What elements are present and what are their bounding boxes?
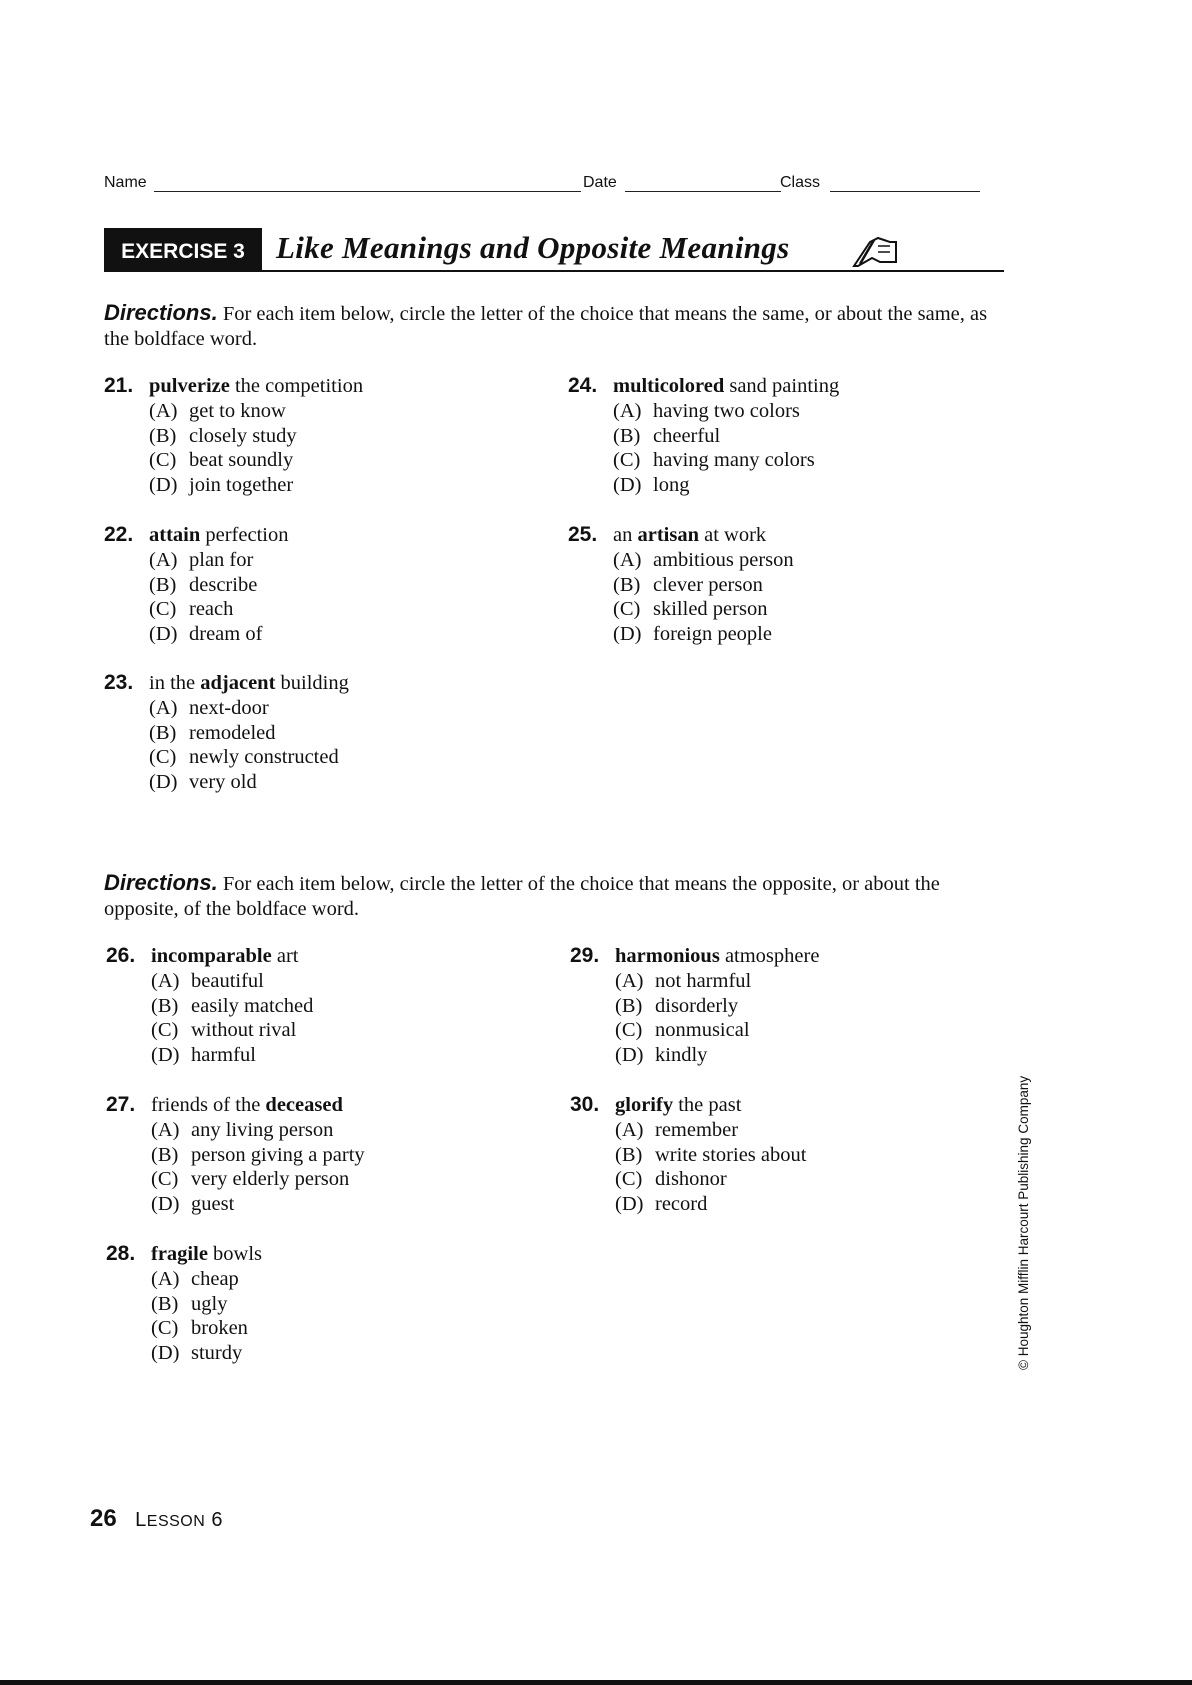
answer-choice[interactable]	[615, 969, 1030, 994]
boldface-word: attain	[149, 524, 201, 546]
choice-text: guest	[191, 1192, 235, 1215]
pencil-hand-icon	[850, 232, 900, 268]
choice-letter: (D)	[151, 1341, 180, 1364]
answer-choice[interactable]	[149, 622, 564, 647]
lesson-rest: ESSON	[146, 1513, 206, 1530]
answer-choice[interactable]	[149, 770, 564, 795]
choice-text: easily matched	[191, 994, 314, 1017]
choice-text: ambitious person	[653, 549, 794, 571]
answer-choice[interactable]	[149, 448, 564, 473]
stem-suffix: building	[275, 672, 349, 694]
choice-letter: (B)	[613, 573, 641, 596]
choice-letter: (A)	[151, 970, 180, 992]
answer-choice[interactable]	[151, 1118, 566, 1143]
header-fields	[104, 174, 980, 196]
question-number: 26.	[106, 944, 136, 967]
answer-choice[interactable]	[613, 448, 1028, 473]
name-blank	[154, 191, 581, 192]
answer-choice[interactable]	[615, 1018, 1030, 1043]
choice-letter: (D)	[615, 1043, 644, 1066]
directions-label: Directions.	[104, 300, 218, 325]
choice-letter: (D)	[151, 1192, 180, 1215]
answer-choice[interactable]	[151, 1043, 566, 1068]
exercise-banner	[104, 228, 904, 274]
choice-letter: (A)	[151, 1119, 180, 1141]
answer-choice[interactable]	[613, 622, 1028, 647]
question-number: 23.	[104, 671, 134, 694]
choice-letter: (C)	[615, 1168, 643, 1191]
stem-suffix: the past	[673, 1094, 742, 1116]
question-stem	[104, 670, 564, 696]
boldface-word: artisan	[637, 524, 699, 546]
choice-text: very elderly person	[191, 1168, 350, 1191]
choice-list	[570, 1118, 1030, 1216]
stem-suffix: bowls	[207, 1243, 263, 1265]
question-item	[570, 1092, 1030, 1216]
answer-choice[interactable]	[151, 1316, 566, 1341]
answer-choice[interactable]	[149, 548, 564, 573]
choice-text: join together	[189, 473, 294, 496]
directions-label: Directions.	[104, 870, 218, 895]
choice-text: harmful	[191, 1043, 256, 1066]
directions-text: For each item below, circle the letter of the choice that means the same, or about the same, as the boldface word.	[104, 303, 988, 350]
question-number: 21.	[104, 374, 134, 397]
choice-text: any living person	[191, 1119, 334, 1141]
answer-choice[interactable]	[149, 473, 564, 498]
choice-text: nonmusical	[655, 1019, 750, 1042]
question-item	[104, 670, 564, 794]
answer-choice[interactable]	[613, 424, 1028, 449]
class-label: Class	[780, 174, 821, 191]
boldface-word: glorify	[615, 1094, 674, 1116]
answer-choice[interactable]	[615, 1118, 1030, 1143]
choice-text: foreign people	[653, 622, 772, 645]
answer-choice[interactable]	[149, 573, 564, 598]
directions-opposite	[104, 870, 1004, 922]
question-number: 22.	[104, 523, 134, 546]
boldface-word: adjacent	[200, 672, 276, 694]
choice-text: not harmful	[655, 970, 752, 992]
choice-list	[104, 399, 564, 497]
choice-letter: (D)	[149, 770, 178, 793]
answer-choice[interactable]	[615, 994, 1030, 1019]
exercise-label: EXERCISE 3	[104, 228, 262, 272]
choice-letter: (D)	[151, 1043, 180, 1066]
choice-letter: (B)	[151, 1292, 179, 1315]
choice-letter: (C)	[615, 1019, 643, 1042]
choice-letter: (A)	[151, 1268, 180, 1290]
choice-letter: (A)	[615, 1119, 644, 1141]
lesson-number: 6	[211, 1509, 223, 1531]
stem-suffix: at work	[698, 524, 767, 546]
boldface-word: harmonious	[615, 945, 720, 967]
choice-letter: (D)	[149, 473, 178, 496]
boldface-word: multicolored	[613, 375, 725, 397]
choice-letter: (A)	[149, 400, 178, 422]
answer-choice[interactable]	[613, 548, 1028, 573]
answer-choice[interactable]	[149, 597, 564, 622]
choice-text: broken	[191, 1317, 248, 1340]
answer-choice[interactable]	[615, 1192, 1030, 1217]
choice-text: clever person	[653, 573, 763, 596]
choice-text: write stories about	[655, 1143, 807, 1166]
choice-text: skilled person	[653, 598, 768, 621]
choice-text: disorderly	[655, 994, 739, 1017]
choice-text: reach	[189, 598, 234, 621]
question-number: 25.	[568, 523, 598, 546]
choice-letter: (D)	[613, 622, 642, 645]
choice-text: having two colors	[653, 400, 800, 422]
question-item	[106, 1241, 566, 1365]
choice-letter: (B)	[615, 994, 643, 1017]
page-footer	[90, 1505, 223, 1535]
question-item	[568, 522, 1028, 646]
answer-choice[interactable]	[149, 745, 564, 770]
choice-letter: (C)	[151, 1168, 179, 1191]
boldface-word: incomparable	[151, 945, 272, 967]
stem-prefix: friends of the	[151, 1094, 266, 1116]
question-number: 24.	[568, 374, 598, 397]
choice-text: next-door	[189, 697, 269, 719]
choice-letter: (D)	[613, 473, 642, 496]
choice-letter: (A)	[149, 549, 178, 571]
choice-text: without rival	[191, 1019, 297, 1042]
answer-choice[interactable]	[149, 696, 564, 721]
choice-letter: (A)	[149, 697, 178, 719]
question-stem	[570, 1092, 1030, 1118]
choice-text: get to know	[189, 400, 286, 422]
choice-letter: (A)	[615, 970, 644, 992]
choice-text: very old	[189, 770, 257, 793]
choice-letter: (B)	[149, 424, 177, 447]
boldface-word: deceased	[265, 1094, 343, 1116]
question-item	[104, 522, 564, 646]
question-stem	[568, 373, 1028, 399]
choice-list	[568, 399, 1028, 497]
choice-list	[106, 1267, 566, 1365]
choice-text: cheap	[191, 1268, 239, 1290]
stem-prefix: in the	[149, 672, 201, 694]
choice-list	[106, 969, 566, 1067]
bottom-rule	[0, 1680, 1192, 1685]
lesson-label	[135, 1509, 223, 1531]
choice-letter: (B)	[149, 721, 177, 744]
question-stem	[568, 522, 1028, 548]
boldface-word: pulverize	[149, 375, 230, 397]
choice-text: ugly	[191, 1292, 228, 1315]
answer-choice[interactable]	[151, 1341, 566, 1366]
choice-text: kindly	[655, 1043, 708, 1066]
answer-choice[interactable]	[151, 1167, 566, 1192]
choice-text: having many colors	[653, 449, 815, 472]
choice-text: sturdy	[191, 1341, 243, 1364]
boldface-word: fragile	[151, 1243, 208, 1265]
answer-choice[interactable]	[613, 473, 1028, 498]
class-blank	[830, 191, 980, 192]
answer-choice[interactable]	[613, 573, 1028, 598]
choice-text: dishonor	[655, 1168, 727, 1191]
choice-letter: (B)	[615, 1143, 643, 1166]
answer-choice[interactable]	[615, 1143, 1030, 1168]
stem-suffix: sand painting	[724, 375, 840, 397]
question-stem	[106, 1092, 566, 1118]
answer-choice[interactable]	[151, 1192, 566, 1217]
choice-letter: (C)	[613, 598, 641, 621]
question-number: 30.	[570, 1093, 600, 1116]
answer-choice[interactable]	[151, 1018, 566, 1043]
answer-choice[interactable]	[149, 721, 564, 746]
date-blank	[625, 191, 781, 192]
choice-list	[106, 1118, 566, 1216]
answer-choice[interactable]	[615, 1043, 1030, 1068]
question-item	[570, 943, 1030, 1067]
answer-choice[interactable]	[615, 1167, 1030, 1192]
choice-letter: (D)	[149, 622, 178, 645]
choice-text: remodeled	[189, 721, 276, 744]
choice-letter: (C)	[149, 746, 177, 769]
answer-choice[interactable]	[151, 1143, 566, 1168]
question-stem	[106, 1241, 566, 1267]
choice-text: person giving a party	[191, 1143, 365, 1166]
choice-letter: (B)	[151, 994, 179, 1017]
choice-text: record	[655, 1192, 708, 1215]
choice-text: dream of	[189, 622, 263, 645]
stem-suffix: art	[271, 945, 299, 967]
choice-letter: (C)	[151, 1317, 179, 1340]
choice-text: beautiful	[191, 970, 264, 992]
answer-choice[interactable]	[613, 597, 1028, 622]
choice-list	[570, 969, 1030, 1067]
question-number: 27.	[106, 1093, 136, 1116]
date-label: Date	[583, 174, 617, 191]
question-stem	[570, 943, 1030, 969]
choice-text: beat soundly	[189, 449, 294, 472]
choice-letter: (C)	[613, 449, 641, 472]
choice-letter: (B)	[149, 573, 177, 596]
choice-text: describe	[189, 573, 258, 596]
choice-text: long	[653, 473, 690, 496]
question-item	[568, 373, 1028, 497]
stem-suffix: the competition	[229, 375, 364, 397]
choice-letter: (C)	[151, 1019, 179, 1042]
choice-text: plan for	[189, 549, 254, 571]
name-label: Name	[104, 174, 147, 191]
answer-choice[interactable]	[151, 1267, 566, 1292]
answer-choice[interactable]	[151, 1292, 566, 1317]
choice-letter: (A)	[613, 549, 642, 571]
choice-text: closely study	[189, 424, 297, 447]
question-item	[104, 373, 564, 497]
question-stem	[104, 373, 564, 399]
title-underline	[262, 270, 1004, 272]
choice-list	[104, 548, 564, 646]
stem-suffix: perfection	[200, 524, 289, 546]
lesson-first-letter: L	[135, 1509, 147, 1531]
answer-choice[interactable]	[149, 424, 564, 449]
question-item	[106, 943, 566, 1067]
choice-text: newly constructed	[189, 746, 339, 769]
directions-text: For each item below, circle the letter of the choice that means the opposite, or about the opposite, of the boldface word.	[104, 873, 940, 920]
question-stem	[104, 522, 564, 548]
page-number: 26	[90, 1505, 117, 1532]
stem-prefix: an	[613, 524, 638, 546]
directions-same	[104, 300, 1004, 352]
stem-suffix: atmosphere	[719, 945, 820, 967]
answer-choice[interactable]	[151, 994, 566, 1019]
question-stem	[106, 943, 566, 969]
choice-letter: (D)	[615, 1192, 644, 1215]
choice-list	[104, 696, 564, 794]
choice-list	[568, 548, 1028, 646]
choice-text: remember	[655, 1119, 739, 1141]
question-number: 28.	[106, 1242, 136, 1265]
choice-letter: (C)	[149, 598, 177, 621]
answer-choice[interactable]	[151, 969, 566, 994]
question-number: 29.	[570, 944, 600, 967]
copyright-notice: © Houghton Mifflin Harcourt Publishing Company	[1016, 1075, 1031, 1370]
question-item	[106, 1092, 566, 1216]
answer-choice[interactable]	[613, 399, 1028, 424]
answer-choice[interactable]	[149, 399, 564, 424]
choice-letter: (B)	[151, 1143, 179, 1166]
choice-letter: (A)	[613, 400, 642, 422]
choice-text: cheerful	[653, 424, 721, 447]
choice-letter: (B)	[613, 424, 641, 447]
exercise-title: Like Meanings and Opposite Meanings	[276, 230, 790, 265]
choice-letter: (C)	[149, 449, 177, 472]
